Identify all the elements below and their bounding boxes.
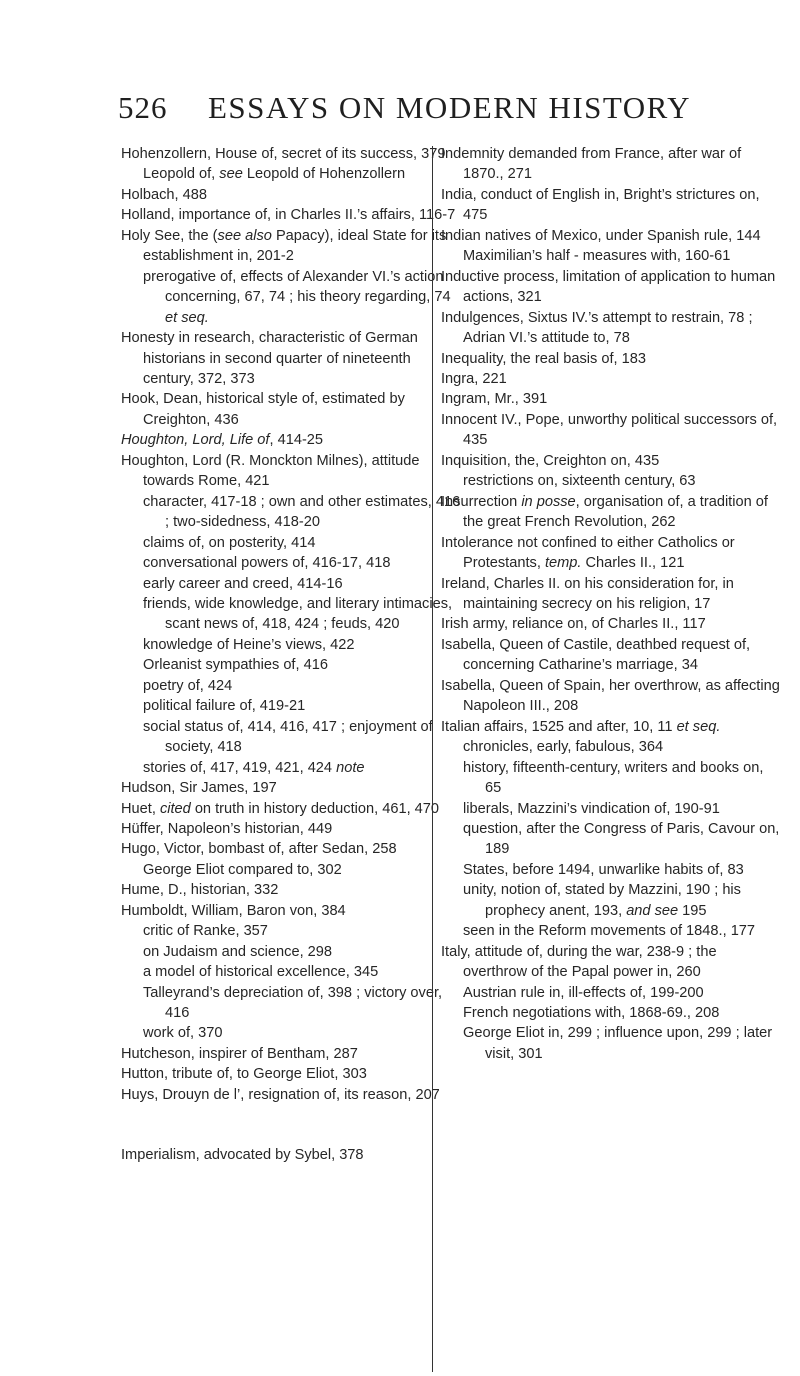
index-subentry: George Eliot in, 299 ; influence upon, 299 ; later visit, 301 bbox=[463, 1025, 773, 1062]
index-subentry: Leopold of, see Leopold of Hohenzollern bbox=[143, 166, 406, 183]
index-subentry: conversational powers of, 416-17, 418 bbox=[143, 555, 391, 572]
index-subentry: claims of, on posterity, 414 bbox=[143, 534, 316, 551]
index-entry: Innocent IV., Pope, unworthy political successors of, 435 bbox=[441, 411, 778, 449]
index-entry: Inquisition, the, Creighton on, 435 bbox=[441, 452, 660, 469]
index-entry: Ireland, Charles II. on his consideration for, in maintaining secrecy on his religion, 17 bbox=[441, 575, 734, 612]
index-entry: Hugo, Victor, bombast of, after Sedan, 258 bbox=[121, 841, 397, 858]
index-subentry: Austrian rule in, ill-effects of, 199-200 bbox=[463, 984, 704, 1001]
index-subentry: liberals, Mazzini’s vindication of, 190-91 bbox=[463, 800, 720, 817]
index-subentry: social status of, 414, 416, 417 ; enjoyment of society, 418 bbox=[143, 718, 433, 756]
index-column-left bbox=[121, 144, 463, 1166]
index-subentry: work of, 370 bbox=[143, 1025, 223, 1042]
index-subentry: question, after the Congress of Paris, Cavour on, 189 bbox=[463, 820, 780, 858]
index-subentry: prerogative of, effects of Alexander VI.’s action concerning, 67, 74 ; his theory regarding, 74 et seq. bbox=[143, 268, 451, 326]
index-entry: Intolerance not confined to either Catholics or Protestants, temp. Charles II., 121 bbox=[441, 534, 735, 572]
running-head bbox=[118, 90, 698, 130]
index-entry: Houghton, Lord (R. Monckton Milnes), attitude towards Rome, 421 bbox=[121, 452, 420, 490]
index-entry: Humboldt, William, Baron von, 384 bbox=[121, 902, 346, 919]
index-subentry: poetry of, 424 bbox=[143, 677, 233, 694]
index-gap bbox=[121, 1105, 463, 1145]
index-subentry: French negotiations with, 1868-69., 208 bbox=[463, 1005, 720, 1022]
index-entry: Imperialism, advocated by Sybel, 378 bbox=[121, 1147, 364, 1164]
index-entry: Huys, Drouyn de l’, resignation of, its reason, 207 bbox=[121, 1086, 440, 1103]
column-divider bbox=[432, 146, 433, 1372]
index-subentry: restrictions on, sixteenth century, 63 bbox=[463, 473, 696, 490]
index-entry: India, conduct of English in, Bright’s strictures on, 475 bbox=[441, 186, 760, 224]
index-subentry: political failure of, 419-21 bbox=[143, 698, 306, 715]
index-subentry: Talleyrand’s depreciation of, 398 ; victory over, 416 bbox=[143, 984, 443, 1022]
index-entry: Inductive process, limitation of application to human actions, 321 bbox=[441, 268, 776, 306]
index-subentry: States, before 1494, unwarlike habits of, 83 bbox=[463, 861, 744, 878]
index-entry: Hutton, tribute of, to George Eliot, 303 bbox=[121, 1066, 367, 1083]
index-entry: Hüffer, Napoleon’s historian, 449 bbox=[121, 820, 333, 837]
index-entry: Indemnity demanded from France, after war of 1870., 271 bbox=[441, 146, 742, 183]
index-subentry: chronicles, early, fabulous, 364 bbox=[463, 739, 664, 756]
index-subentry: unity, notion of, stated by Mazzini, 190 ; his prophecy anent, 193, and see 195 bbox=[463, 882, 741, 919]
index-entry: Italian affairs, 1525 and after, 10, 11 et seq. bbox=[441, 718, 721, 735]
index-subentry: stories of, 417, 419, 421, 424 note bbox=[143, 759, 365, 776]
index-entry: Isabella, Queen of Castile, deathbed request of, concerning Catharine’s marriage, 34 bbox=[441, 636, 751, 674]
index-column-right bbox=[441, 144, 783, 1064]
index-subentry: George Eliot compared to, 302 bbox=[143, 861, 342, 878]
index-entry: Hume, D., historian, 332 bbox=[121, 882, 279, 899]
index-subentry: Maximilian’s half - measures with, 160-61 bbox=[463, 248, 731, 265]
index-subentry: Orleanist sympathies of, 416 bbox=[143, 657, 328, 674]
index-entry: Honesty in research, characteristic of German historians in second quarter of nineteenth century, 372, 373 bbox=[121, 330, 418, 387]
index-subentry: early career and creed, 414-16 bbox=[143, 575, 343, 592]
index-entry: Holbach, 488 bbox=[121, 186, 208, 203]
index-entry: Insurrection in posse, organisation of, a tradition of the great French Revolution, 262 bbox=[441, 493, 768, 531]
index-entry: Isabella, Queen of Spain, her overthrow, as affecting Napoleon III., 208 bbox=[441, 677, 780, 715]
index-entry: Indian natives of Mexico, under Spanish rule, 144 bbox=[441, 227, 761, 244]
index-entry: Italy, attitude of, during the war, 238-9 ; the overthrow of the Papal power in, 260 bbox=[441, 943, 717, 981]
index-subentry: critic of Ranke, 357 bbox=[143, 923, 268, 940]
index-subentry: on Judaism and science, 298 bbox=[143, 943, 333, 960]
index-subentry: a model of historical excellence, 345 bbox=[143, 964, 379, 981]
running-title: ESSAYS ON MODERN HISTORY bbox=[208, 90, 692, 125]
index-entry: Holy See, the (see also Papacy), ideal State for its establishment in, 201-2 bbox=[121, 227, 447, 265]
index-subentry: seen in the Reform movements of 1848., 177 bbox=[463, 923, 756, 940]
index-entry: Ingram, Mr., 391 bbox=[441, 391, 548, 408]
index-subentry: friends, wide knowledge, and literary intimacies, scant news of, 418, 424 ; feuds, 420 bbox=[143, 595, 453, 633]
page-number: 526 bbox=[118, 90, 168, 125]
index-subentry: knowledge of Heine’s views, 422 bbox=[143, 636, 355, 653]
index-entry: Huet, cited on truth in history deduction, 461, 470 bbox=[121, 800, 440, 817]
index-subentry: character, 417-18 ; own and other estimates, 416 ; two-sidedness, 418-20 bbox=[143, 493, 461, 531]
index-entry: Inequality, the real basis of, 183 bbox=[441, 350, 646, 367]
index-entry: Holland, importance of, in Charles II.’s affairs, 116-7 bbox=[121, 207, 456, 224]
index-entry: Indulgences, Sixtus IV.’s attempt to restrain, 78 ; Adrian VI.’s attitude to, 78 bbox=[441, 309, 753, 347]
index-entry: Hutcheson, inspirer of Bentham, 287 bbox=[121, 1045, 358, 1062]
index-subentry: history, fifteenth-century, writers and books on, 65 bbox=[463, 759, 764, 797]
index-entry: Hohenzollern, House of, secret of its success, 379 bbox=[121, 146, 446, 162]
index-entry: Ingra, 221 bbox=[441, 370, 507, 387]
index-entry: Irish army, reliance on, of Charles II., 117 bbox=[441, 616, 706, 633]
index-entry: Hook, Dean, historical style of, estimated by Creighton, 436 bbox=[121, 391, 405, 428]
index-entry: Hudson, Sir James, 197 bbox=[121, 780, 277, 797]
index-entry: Houghton, Lord, Life of, 414-25 bbox=[121, 432, 324, 449]
